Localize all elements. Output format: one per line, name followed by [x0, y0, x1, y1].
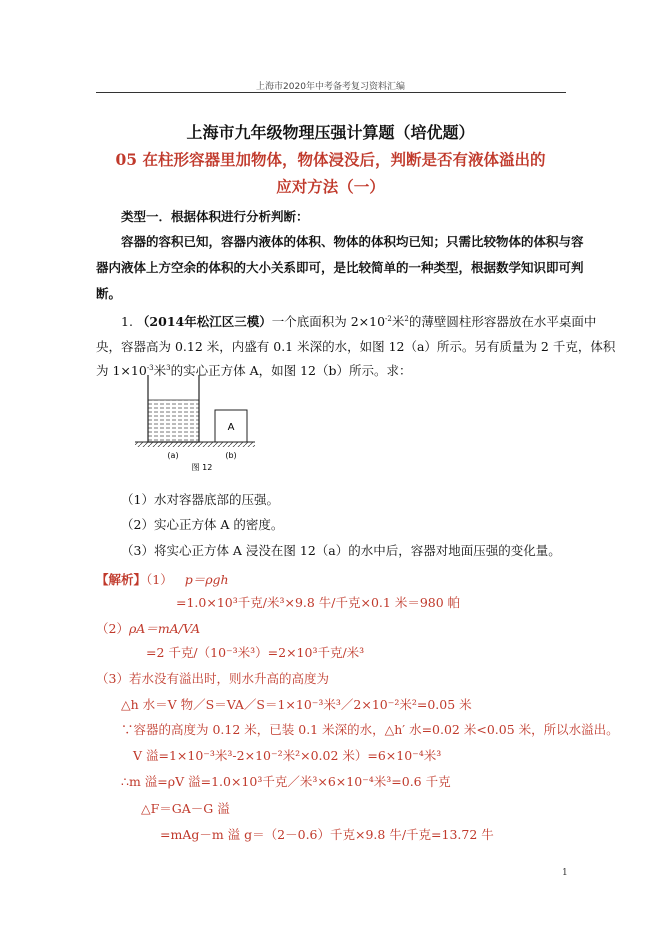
- solution-step-2: [96, 619, 200, 637]
- problem-l3-exp: -3: [146, 363, 154, 372]
- problem-line-2: 央，容器高为 0.12 米，内盛有 0.1 米深的水，如图 12（a）所示。另有质量为 2 千克，体积: [96, 339, 616, 354]
- solution-s2-formula: ρA＝mA/VA: [128, 621, 201, 636]
- solution-s3-line-2: ∵容器的高度为 0.12 米，已装 0.1 米深的水，△h′ 水=0.02 米<0.05 米，所以水溢出。: [121, 722, 619, 737]
- problem-l3-c: 的实心正方体 A，如图 12（b）所示。求：: [170, 363, 412, 378]
- question-2: （2）实心正方体 A 的密度。: [121, 517, 284, 532]
- problem-l1-c: 的薄壁圆柱形容器放在水平桌面中: [408, 314, 597, 329]
- header-rule: [96, 92, 566, 93]
- solution-tag: 【解析】: [96, 572, 147, 587]
- solution-s3-line-3: V 溢=1×10⁻³米³-2×10⁻²米²×0.02 米）=6×10⁻⁴米³: [133, 748, 442, 763]
- solution-s2-num: （2）: [96, 621, 129, 636]
- problem-l1-a: 一个底面积为 2×10: [271, 314, 386, 329]
- solution-s1-formula: p＝ρgh: [184, 572, 229, 587]
- figure-label-b: (b): [225, 451, 237, 460]
- problem-l3-exp2: 3: [166, 363, 171, 372]
- figure-label-a: (a): [167, 451, 179, 460]
- problem-l1-exp: -2: [385, 314, 392, 323]
- question-1: （1）水对容器底部的压强。: [121, 492, 279, 507]
- solution-s3-line-6: =mAg－m 溢 g＝（2－0.6）千克×9.8 牛/千克=13.72 牛: [160, 827, 494, 842]
- cube-label: A: [227, 422, 235, 433]
- problem-l3-a: 为 1×10: [96, 363, 147, 378]
- problem-number: 1.: [121, 314, 133, 329]
- page-title: 上海市九年级物理压强计算题（培优题）: [186, 123, 475, 142]
- water-region: [148, 400, 199, 442]
- solution-s3-line-1: △h 水＝V 物／S＝VA／S＝1×10⁻³米³／2×10⁻²米²=0.05 米: [121, 697, 472, 712]
- type-desc-line-1: 容器的容积已知，容器内液体的体积、物体的体积均已知；只需比较物体的体积与容: [121, 234, 584, 249]
- subtitle-line-2: 应对方法（一）: [276, 177, 385, 196]
- question-3: （3）将实心正方体 A 浸没在图 12（a）的水中后，容器对地面压强的变化量。: [121, 543, 561, 558]
- problem-l1-b: 米: [391, 314, 405, 329]
- running-header: 上海市2020年中考备考复习资料汇编: [256, 82, 405, 92]
- page-number: 1: [562, 868, 568, 878]
- solution-s2-calc: =2 千克/（10⁻³米³）=2×10³千克/米³: [146, 645, 365, 660]
- problem-l1-exp2: 2: [404, 314, 409, 323]
- solution-step-1: [96, 570, 229, 588]
- figure-12: [130, 370, 280, 475]
- figure-caption: 图 12: [191, 463, 213, 472]
- problem-l3-b: 米: [153, 363, 167, 378]
- type-desc-line-3: 断。: [96, 286, 122, 301]
- subtitle-line-1: 05 在柱形容器里加物体，物体浸没后，判断是否有液体溢出的: [115, 150, 546, 169]
- solution-s3-line-5: △F＝GA－G 溢: [141, 801, 230, 816]
- solution-s1-calc: =1.0×10³千克/米³×9.8 牛/千克×0.1 米＝980 帕: [176, 595, 461, 610]
- type-desc-line-2: 器内液体上方空余的体积的大小关系即可，是比较简单的一种类型，根据数学知识即可判: [96, 260, 584, 275]
- problem-line-1: [121, 312, 596, 330]
- solution-s1-num: （1）: [146, 572, 173, 587]
- solution-s3-intro: （3）若水没有溢出时，则水升高的高度为: [96, 671, 329, 686]
- solution-s3-line-4: ∴m 溢=ρV 溢=1.0×10³千克／米³×6×10⁻⁴米³=0.6 千克: [121, 774, 451, 789]
- ground-hatch: [135, 442, 255, 447]
- problem-source: （2014年松江区三模）: [136, 314, 272, 329]
- type-heading: 类型一．根据体积进行分析判断：: [121, 209, 309, 224]
